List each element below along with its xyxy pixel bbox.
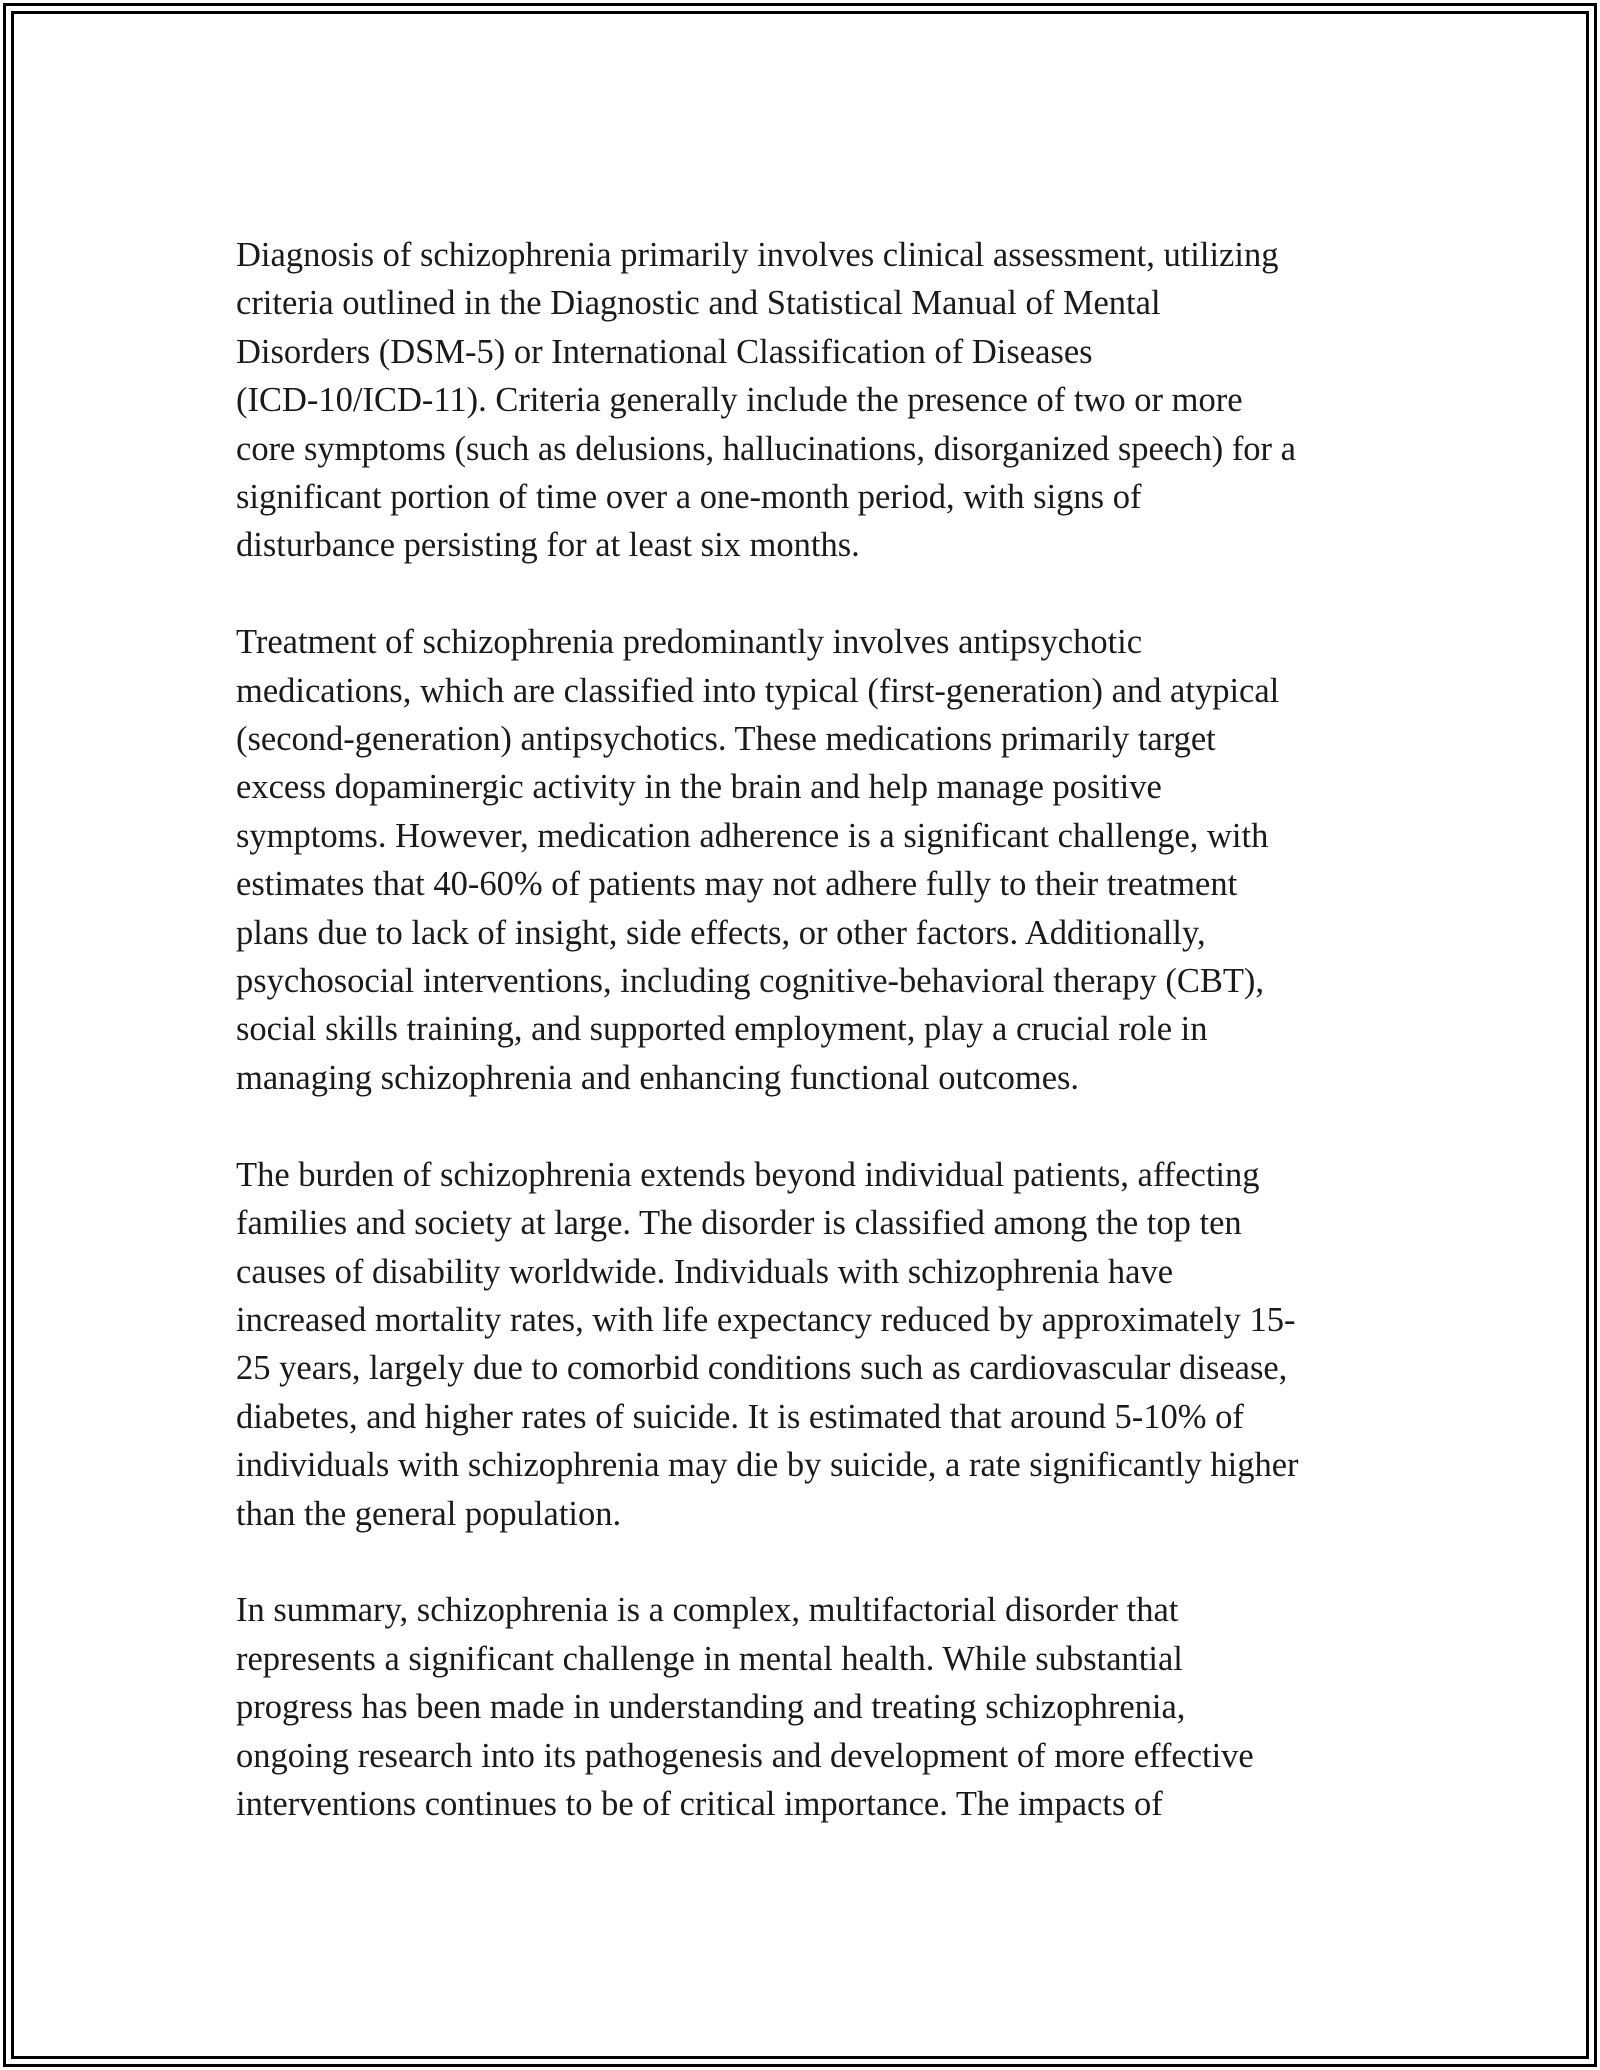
paragraph-burden [236, 1151, 1386, 1538]
paragraph-diagnosis [236, 231, 1386, 570]
text-line: Disorders (DSM-5) or International Classification of Diseases [236, 332, 1093, 371]
text-line: managing schizophrenia and enhancing functional outcomes. [236, 1058, 1080, 1097]
text-line: Treatment of schizophrenia predominantly involves antipsychotic [236, 623, 1143, 662]
text-line: symptoms. However, medication adherence is a significant challenge, with [236, 816, 1269, 855]
paragraph-treatment [236, 618, 1386, 1102]
text-line: (second-generation) antipsychotics. These medications primarily target [236, 720, 1216, 759]
text-line: psychosocial interventions, including cognitive-behavioral therapy (CBT), [236, 962, 1265, 1001]
paragraph-summary [236, 1586, 1386, 1828]
text-line: represents a significant challenge in mental health. While substantial [236, 1639, 1183, 1678]
text-line: plans due to lack of insight, side effects, or other factors. Additionally, [236, 913, 1206, 952]
text-line: causes of disability worldwide. Individuals with schizophrenia have [236, 1252, 1174, 1291]
text-line: core symptoms (such as delusions, hallucinations, disorganized speech) for a [236, 429, 1296, 468]
text-line: In summary, schizophrenia is a complex, multifactorial disorder that [236, 1591, 1179, 1630]
text-line: individuals with schizophrenia may die by suicide, a rate significantly higher [236, 1446, 1299, 1485]
text-line: interventions continues to be of critical importance. The impacts of [236, 1784, 1163, 1823]
text-line: than the general population. [236, 1494, 622, 1533]
text-line: families and society at large. The disorder is classified among the top ten [236, 1204, 1242, 1243]
text-line: disturbance persisting for at least six months. [236, 526, 860, 565]
text-line: ongoing research into its pathogenesis and development of more effective [236, 1736, 1254, 1775]
text-line: 25 years, largely due to comorbid conditions such as cardiovascular disease, [236, 1349, 1288, 1388]
document-body [236, 231, 1386, 1877]
text-line: increased mortality rates, with life expectancy reduced by approximately 15- [236, 1300, 1296, 1339]
text-line: The burden of schizophrenia extends beyond individual patients, affecting [236, 1155, 1260, 1194]
text-line: diabetes, and higher rates of suicide. It is estimated that around 5-10% of [236, 1397, 1244, 1436]
text-line: medications, which are classified into typical (first-generation) and atypical [236, 671, 1280, 710]
text-line: significant portion of time over a one-month period, with signs of [236, 478, 1142, 517]
text-line: social skills training, and supported employment, play a crucial role in [236, 1010, 1208, 1049]
text-line: (ICD-10/ICD-11). Criteria generally include the presence of two or more [236, 381, 1243, 420]
text-line: progress has been made in understanding and treating schizophrenia, [236, 1688, 1186, 1727]
text-line: Diagnosis of schizophrenia primarily involves clinical assessment, utilizing [236, 236, 1279, 274]
text-line: criteria outlined in the Diagnostic and Statistical Manual of Mental [236, 284, 1161, 323]
text-line: excess dopaminergic activity in the brain and help manage positive [236, 768, 1162, 807]
text-line: estimates that 40-60% of patients may not adhere fully to their treatment [236, 865, 1238, 904]
